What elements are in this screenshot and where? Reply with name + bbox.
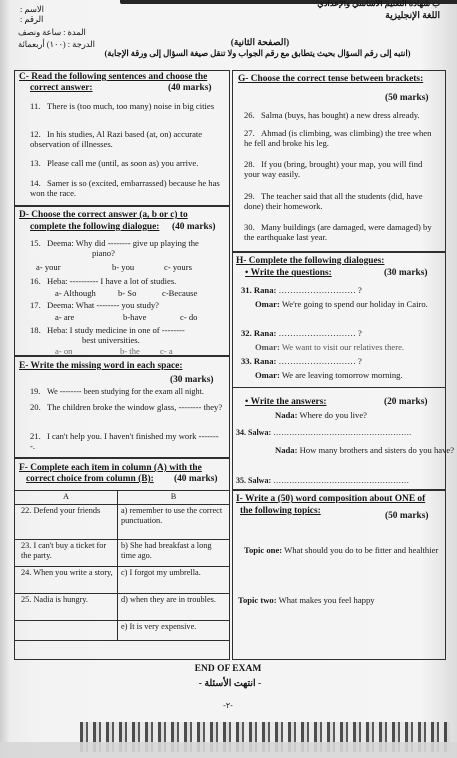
header-subject-title: اللغة الإنجليزية bbox=[385, 10, 440, 20]
question-29 bbox=[244, 191, 434, 211]
question-number: 33. bbox=[241, 356, 252, 366]
answer-33 bbox=[255, 370, 445, 380]
answer-31 bbox=[255, 299, 457, 309]
topic-two bbox=[238, 595, 443, 605]
option-b: b-have bbox=[123, 312, 147, 322]
topic-text: What makes you feel happy bbox=[278, 595, 375, 605]
section-f-title: F- Complete each item in column (A) with the bbox=[19, 463, 202, 473]
question-20 bbox=[30, 402, 225, 412]
column-b-cell: e) It is very expensive. bbox=[118, 621, 230, 641]
section-e-title: E- Write the missing word in each space: bbox=[19, 361, 183, 371]
matching-table bbox=[14, 490, 230, 641]
question-text: If you (bring, brought) your map, you will find your way easily. bbox=[244, 159, 423, 180]
question-text: Salma (buys, has bought) a new dress already. bbox=[261, 110, 420, 120]
section-h-divider bbox=[232, 387, 445, 388]
question-line: Heba: I study medicine in one of -------- bbox=[47, 325, 185, 335]
section-h-sub2-label: Write the answers: bbox=[250, 397, 327, 407]
section-h-sub1: • Write the questions: bbox=[245, 268, 332, 278]
question-number: 12. bbox=[30, 129, 41, 139]
question-number: 35. bbox=[236, 476, 246, 485]
question-number: 19. bbox=[30, 387, 41, 396]
speaker: Nada: bbox=[275, 445, 298, 455]
question-35-prompt bbox=[275, 445, 457, 455]
question-21 bbox=[30, 431, 220, 451]
answer-blank: ……………………………………………. bbox=[273, 428, 412, 437]
speaker: Salwa: bbox=[248, 476, 272, 485]
question-number: 21. bbox=[30, 431, 41, 441]
option-a: a- are bbox=[55, 312, 75, 322]
option-c: c- do bbox=[180, 312, 198, 322]
question-number: 30. bbox=[244, 222, 255, 232]
section-d-title-2: complete the following dialogue: bbox=[30, 222, 160, 232]
question-text: Please call me (until, as soon as) you arrive. bbox=[47, 158, 199, 168]
answer-blank: ……………………… ? bbox=[278, 285, 362, 295]
question-line: Deema: What -------- you study? bbox=[47, 300, 159, 310]
header-instruction: (انتبه إلى رقم السؤال بحيث يتطابق مع رقم الجواب ولا تنقل صيغة السؤال إلى ورقة الإجابة) bbox=[104, 49, 411, 58]
question-number: 18. bbox=[30, 325, 41, 335]
section-c-title-2: correct answer: bbox=[30, 83, 93, 93]
question-text: We -------- been studying for the exam all night. bbox=[47, 387, 204, 396]
question-number: 14. bbox=[30, 178, 41, 188]
question-text: Samer is so (excited, embarrassed) because he has won the race. bbox=[30, 178, 220, 199]
section-f-marks: (40 marks) bbox=[174, 474, 218, 484]
section-i-marks: (50 marks) bbox=[385, 511, 429, 521]
option-b: b- the bbox=[120, 346, 140, 356]
question-line: Heba: ---------- I have a lot of studies. bbox=[47, 276, 177, 286]
question-number: 27. bbox=[244, 128, 255, 138]
question-text: The children broke the window glass, -------- they? bbox=[47, 402, 223, 412]
answer-35 bbox=[236, 476, 409, 486]
dialogue-text: We're going to spend our holiday in Cairo. bbox=[281, 299, 428, 309]
question-16 bbox=[30, 276, 225, 286]
column-b-header: B bbox=[118, 491, 230, 505]
section-h-sub1-marks: (30 marks) bbox=[384, 268, 428, 278]
column-a-header: A bbox=[15, 491, 118, 505]
question-number: 31. bbox=[241, 285, 252, 295]
question-12 bbox=[30, 129, 220, 149]
section-d-marks: (40 marks) bbox=[172, 222, 216, 232]
dialogue-text: How many brothers and sisters do you have? bbox=[299, 445, 455, 455]
question-number: 34. bbox=[236, 428, 246, 437]
speaker: Rana: bbox=[253, 285, 277, 295]
end-of-exam-arabic: - انتهت الأسئلة - bbox=[198, 679, 262, 689]
question-number: 13. bbox=[30, 158, 41, 168]
table-row bbox=[15, 621, 230, 641]
option-a: a- Although bbox=[55, 288, 96, 298]
topic-label: Topic two: bbox=[238, 595, 277, 605]
question-text: I can't help you. I haven't finished my work --------. bbox=[30, 431, 219, 452]
speaker: Omar: bbox=[255, 299, 280, 309]
end-of-exam: END OF EXAM bbox=[194, 664, 262, 674]
question-11 bbox=[30, 101, 220, 111]
column-b-cell: d) when they are in troubles. bbox=[118, 594, 230, 621]
dialogue-text: We are leaving tomorrow morning. bbox=[281, 370, 403, 380]
speaker: Omar: bbox=[255, 342, 280, 352]
answer-34 bbox=[236, 428, 411, 438]
page-number: -٢- bbox=[223, 701, 233, 710]
header-score-label: الدرجة : (١٠٠) أربعمائة bbox=[18, 40, 95, 49]
column-a-cell: 23. I can't buy a ticket for the party. bbox=[15, 540, 118, 567]
answer-32 bbox=[255, 342, 445, 352]
answer-blank: ……………………… ? bbox=[278, 356, 362, 366]
question-text: There is (too much, too many) noise in big cities bbox=[47, 101, 215, 111]
answer-blank: …………………………………………… bbox=[273, 476, 410, 485]
question-number: 20. bbox=[30, 402, 41, 412]
speaker: Nada: bbox=[275, 410, 298, 420]
table-row bbox=[15, 594, 230, 621]
question-number: 11. bbox=[30, 101, 41, 111]
scan-edge bbox=[0, 742, 457, 758]
topic-one bbox=[244, 545, 457, 555]
section-i-title-2: the following topics: bbox=[240, 506, 321, 516]
option-c: c- a bbox=[160, 346, 173, 356]
question-number: 26. bbox=[244, 110, 255, 120]
dialogue-text: Where do you live? bbox=[299, 410, 367, 420]
column-b-cell: b) She had breakfast a long time ago. bbox=[118, 540, 230, 567]
question-number: 28. bbox=[244, 159, 255, 169]
question-18 bbox=[30, 325, 225, 335]
question-34-prompt bbox=[275, 410, 440, 420]
topic-text: What should you do to be fitter and healthier bbox=[284, 545, 439, 555]
speaker: Rana: bbox=[253, 328, 277, 338]
question-15-line2: piano? bbox=[92, 248, 115, 258]
table-row bbox=[15, 567, 230, 594]
column-a-cell: 25. Nadia is hungry. bbox=[15, 594, 118, 621]
question-text: Many buildings (are damaged, were damaged) by the earthquake last year. bbox=[244, 222, 432, 243]
section-h-sub1-label: Write the questions: bbox=[250, 268, 332, 278]
speaker: Salwa: bbox=[248, 428, 272, 437]
question-13 bbox=[30, 158, 225, 168]
topic-label: Topic one: bbox=[244, 545, 283, 555]
column-b-cell: a) remember to use the correct punctuation. bbox=[118, 505, 230, 540]
section-g-title: G- Choose the correct tense between brackets: bbox=[238, 74, 424, 84]
speaker: Omar: bbox=[255, 370, 280, 380]
option-a: a- on bbox=[55, 346, 73, 356]
question-text: The teacher said that all the students (did, have done) their homework. bbox=[244, 191, 423, 212]
column-a-cell: 22. Defend your friends bbox=[15, 505, 118, 540]
question-31 bbox=[241, 285, 362, 295]
option-c: c-Because bbox=[162, 288, 198, 298]
question-28 bbox=[244, 159, 439, 179]
section-h-sub2-marks: (20 marks) bbox=[384, 397, 428, 407]
question-number: 15. bbox=[30, 238, 41, 248]
option-a: a- your bbox=[36, 262, 61, 272]
section-h-sub2: • Write the answers: bbox=[245, 397, 327, 407]
table-row bbox=[15, 540, 230, 567]
question-text: In his studies, Al Razi based (at, on) accurate observation of illnesses. bbox=[30, 129, 203, 150]
header-number-label: الرقم : bbox=[20, 15, 44, 24]
question-text: Ahmad (is climbing, was climbing) the tree when he fell and broke his leg. bbox=[244, 128, 432, 149]
option-b: b- So bbox=[118, 288, 137, 298]
question-number: 32. bbox=[241, 328, 252, 338]
section-c-marks: (40 marks) bbox=[168, 83, 212, 93]
section-g-marks: (50 marks) bbox=[385, 93, 429, 103]
answer-blank: ……………………… ? bbox=[278, 328, 362, 338]
question-32 bbox=[241, 328, 362, 338]
header-duration-label: المدة : ساعة ونصف bbox=[18, 28, 86, 37]
matching-table-header bbox=[15, 491, 230, 505]
option-b: b- you bbox=[112, 262, 135, 272]
question-line: Deema: Why did -------- give up playing the bbox=[47, 238, 199, 248]
header-name-label: الاسم : bbox=[20, 5, 44, 14]
question-18-line2: best universities. bbox=[82, 335, 140, 345]
column-a-cell bbox=[15, 621, 118, 641]
dialogue-text: We want to visit our relatives there. bbox=[281, 342, 405, 352]
section-f-title-2: correct choice from column (B): bbox=[26, 474, 154, 484]
question-30 bbox=[244, 222, 439, 242]
section-d-title: D- Choose the correct answer (a, b or c) to bbox=[19, 210, 188, 220]
column-a-cell: 24. When you write a story, bbox=[15, 567, 118, 594]
question-number: 16. bbox=[30, 276, 41, 286]
option-c: c- yours bbox=[164, 262, 192, 272]
table-row bbox=[15, 505, 230, 540]
question-17 bbox=[30, 300, 225, 310]
section-e-marks: (30 marks) bbox=[170, 375, 214, 385]
question-14 bbox=[30, 178, 225, 198]
question-15 bbox=[30, 238, 225, 248]
question-number: 17. bbox=[30, 300, 41, 310]
section-h-title: H- Complete the following dialogues: bbox=[236, 256, 385, 266]
header-top-line: ب شهادة التعليم الأساسي والإعدادي bbox=[317, 0, 440, 8]
column-b-cell: c) I forgot my umbrella. bbox=[118, 567, 230, 594]
question-33 bbox=[241, 356, 362, 366]
section-c-title: C- Read the following sentences and choose the bbox=[19, 72, 208, 82]
speaker: Rana: bbox=[253, 356, 277, 366]
question-26 bbox=[244, 110, 439, 120]
section-i-title: I- Write a (50) word composition about ONE of bbox=[236, 494, 426, 504]
question-19 bbox=[30, 387, 228, 397]
question-27 bbox=[244, 128, 434, 148]
question-number: 29. bbox=[244, 191, 255, 201]
page-label: (الصفحة الثانية) bbox=[230, 37, 290, 47]
